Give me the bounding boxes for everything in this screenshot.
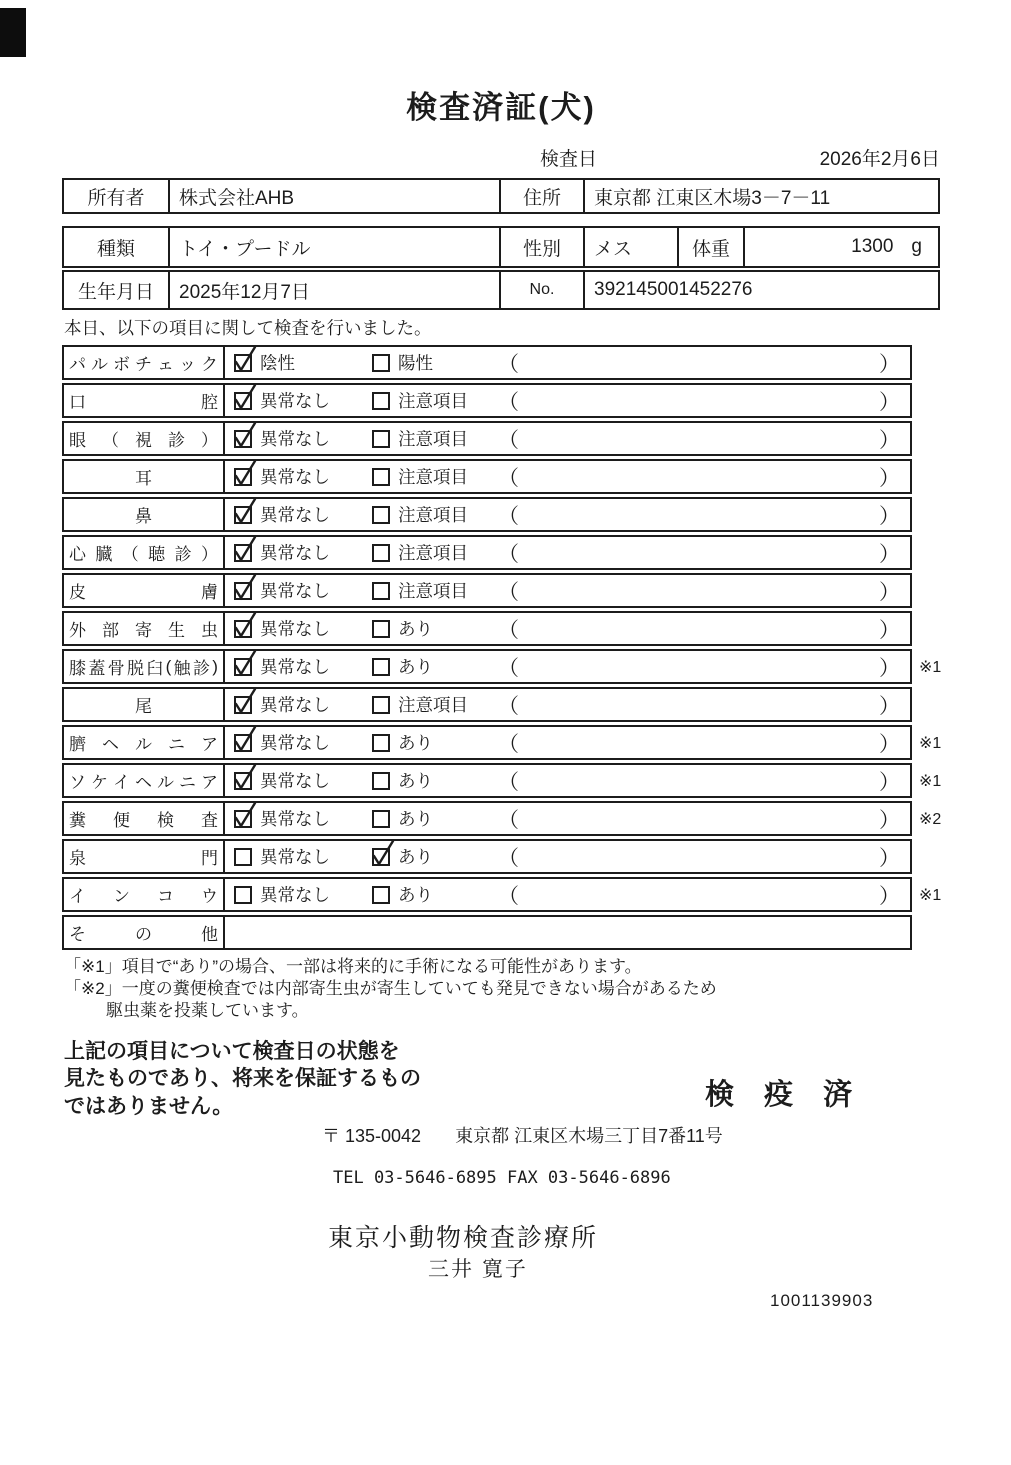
checklist-row [62, 535, 912, 570]
weight-unit: g [911, 236, 922, 257]
option-2 [372, 689, 468, 720]
checkmark-icon [232, 800, 259, 829]
unchecked-checkbox [372, 734, 390, 752]
checklist-options [225, 385, 910, 416]
clinic-tel-fax: TEL 03-5646-6895 FAX 03-5646-6896 [333, 1168, 671, 1188]
checklist-table [62, 345, 942, 953]
footnote-marker: ※1 [919, 886, 942, 904]
checklist-row [62, 345, 912, 380]
option-2 [372, 461, 468, 492]
checklist-options [225, 841, 910, 872]
paren-close: ） [879, 390, 900, 414]
footnote-marker: ※1 [919, 772, 942, 790]
option-1 [234, 613, 330, 644]
disclaimer-line-2: 見たものであり、将来を保証するもの [64, 1067, 421, 1091]
checkmark-icon [232, 458, 259, 487]
option-1-label: 異常なし [260, 391, 330, 411]
checked-checkbox [234, 430, 252, 448]
checkmark-icon [232, 610, 259, 639]
checkmark-icon [232, 648, 259, 677]
option-1-label: 異常なし [260, 581, 330, 601]
birthdate-label: 生年月日 [64, 272, 170, 308]
checklist-options [225, 727, 910, 758]
checklist-options [225, 765, 910, 796]
paren-open: （ [498, 846, 519, 870]
checklist-options [225, 803, 910, 834]
option-2 [372, 347, 433, 378]
checklist-item-label: 臍 ヘ ル ニ ア [64, 727, 225, 758]
option-1-label: 異常なし [260, 733, 330, 753]
option-2-label: 注意項目 [398, 543, 468, 563]
paren-open: （ [498, 352, 519, 376]
footnotes [64, 956, 717, 1022]
breed-label: 種類 [64, 228, 170, 266]
paren-open: （ [498, 656, 519, 680]
option-2 [372, 423, 468, 454]
checklist-row [62, 687, 912, 722]
paren-open: （ [498, 466, 519, 490]
paren-close: ） [879, 542, 900, 566]
checkmark-icon [232, 496, 259, 525]
paren-close: ） [879, 352, 900, 376]
unchecked-checkbox [372, 506, 390, 524]
paren-close: ） [879, 884, 900, 908]
checkmark-icon [232, 686, 259, 715]
address-label: 住所 [501, 180, 585, 212]
checked-checkbox [234, 392, 252, 410]
checked-checkbox [372, 848, 390, 866]
option-2 [372, 651, 433, 682]
clinic-address: 東京都 江東区木場三丁目7番11号 [455, 1126, 723, 1146]
clinic-name: 東京小動物検査診療所 [328, 1224, 599, 1252]
option-1 [234, 347, 295, 378]
option-2-label: あり [398, 809, 433, 829]
checklist-row [62, 725, 942, 760]
checklist-item-label: パ ル ボ チ ェ ッ ク [64, 347, 225, 378]
checkmark-icon [232, 344, 259, 373]
option-1-label: 異常なし [260, 657, 330, 677]
checklist-row [62, 573, 912, 608]
option-1 [234, 499, 330, 530]
serial-number: 1001139903 [770, 1291, 874, 1310]
unchecked-checkbox [372, 430, 390, 448]
unchecked-checkbox [372, 544, 390, 562]
checkmark-icon [232, 534, 259, 563]
checkmark-icon [232, 724, 259, 753]
inspection-date-row [540, 144, 940, 171]
owner-value: 株式会社AHB [170, 180, 501, 212]
scan-artifact-mark [0, 8, 26, 57]
checklist-row [62, 383, 912, 418]
checklist-options [225, 917, 910, 948]
option-2-label: 注意項目 [398, 695, 468, 715]
option-2 [372, 841, 433, 872]
checklist-options [225, 461, 910, 492]
option-2-label: 陽性 [398, 353, 433, 373]
option-2-label: 注意項目 [398, 505, 468, 525]
checked-checkbox [234, 810, 252, 828]
checklist-row [62, 763, 942, 798]
weight-label: 体重 [679, 228, 745, 266]
paren-close: ） [879, 732, 900, 756]
checked-checkbox [234, 696, 252, 714]
birthdate-value: 2025年12月7日 [170, 272, 501, 308]
checked-checkbox [234, 582, 252, 600]
option-2-label: あり [398, 657, 433, 677]
checked-checkbox [234, 544, 252, 562]
unchecked-checkbox [372, 658, 390, 676]
checkmark-icon [232, 420, 259, 449]
paren-open: （ [498, 884, 519, 908]
option-2-label: あり [398, 619, 433, 639]
option-2 [372, 613, 433, 644]
checklist-item-label: 耳 [64, 461, 225, 492]
checklist-row [62, 801, 942, 836]
checklist-row [62, 611, 912, 646]
option-1-label: 異常なし [260, 543, 330, 563]
intro-text: 本日、以下の項目に関して検査を行いました。 [64, 318, 432, 338]
checklist-item-label: 尾 [64, 689, 225, 720]
unchecked-checkbox [372, 468, 390, 486]
option-2 [372, 803, 433, 834]
checklist-item-label: 鼻 [64, 499, 225, 530]
checkmark-icon [232, 382, 259, 411]
footnote-marker: ※1 [919, 734, 942, 752]
option-2-label: あり [398, 885, 433, 905]
paren-close: ） [879, 428, 900, 452]
checked-checkbox [234, 658, 252, 676]
option-2-label: あり [398, 847, 433, 867]
breed-value: トイ・プードル [170, 228, 501, 266]
checklist-item-label: 皮 膚 [64, 575, 225, 606]
clinic-postal-code: 〒 135-0042 [322, 1126, 422, 1146]
option-1 [234, 879, 330, 910]
footnote-2b: 駆虫薬を投薬しています。 [106, 1001, 309, 1021]
checklist-options [225, 689, 910, 720]
paren-open: （ [498, 390, 519, 414]
option-2 [372, 537, 468, 568]
paren-open: （ [498, 808, 519, 832]
paren-open: （ [498, 732, 519, 756]
option-1-label: 異常なし [260, 505, 330, 525]
checklist-item-label: 泉 門 [64, 841, 225, 872]
option-2-label: あり [398, 733, 433, 753]
option-1-label: 陰性 [260, 353, 295, 373]
paren-open: （ [498, 428, 519, 452]
checklist-row [62, 915, 912, 950]
checklist-row [62, 421, 912, 456]
footnote-marker: ※1 [919, 658, 942, 676]
checklist-row [62, 839, 912, 874]
unchecked-checkbox [372, 620, 390, 638]
clinic-address-line [322, 1122, 723, 1148]
option-1 [234, 575, 330, 606]
checklist-item-label: イ ン コ ウ [64, 879, 225, 910]
option-2 [372, 385, 468, 416]
footnote-marker: ※2 [919, 810, 942, 828]
checkmark-icon [370, 838, 397, 867]
option-1 [234, 803, 330, 834]
number-value: 392145001452276 [594, 279, 753, 300]
paren-close: ） [879, 770, 900, 794]
sex-value: メス [585, 228, 679, 266]
option-1 [234, 841, 330, 872]
number-label: No. [501, 272, 585, 308]
checklist-item-label: そ の 他 [64, 917, 225, 948]
weight-value: 1300 [851, 236, 894, 257]
owner-label: 所有者 [64, 180, 170, 212]
option-1-label: 異常なし [260, 429, 330, 449]
option-2 [372, 879, 433, 910]
checked-checkbox [234, 734, 252, 752]
option-2 [372, 727, 433, 758]
paren-close: ） [879, 694, 900, 718]
unchecked-checkbox [372, 392, 390, 410]
paren-close: ） [879, 504, 900, 528]
weight-value-cell [745, 228, 938, 266]
unchecked-checkbox [234, 886, 252, 904]
quarantine-stamp: 検 疫 済 [705, 1079, 864, 1111]
checklist-options [225, 651, 910, 682]
paren-close: ） [879, 846, 900, 870]
checklist-row [62, 497, 912, 532]
option-1 [234, 423, 330, 454]
option-2-label: 注意項目 [398, 391, 468, 411]
paren-open: （ [498, 770, 519, 794]
option-1-label: 異常なし [260, 619, 330, 639]
checked-checkbox [234, 620, 252, 638]
option-1-label: 異常なし [260, 809, 330, 829]
breed-info-box [62, 226, 940, 268]
option-1-label: 異常なし [260, 467, 330, 487]
birth-info-box [62, 270, 940, 310]
checklist-options [225, 613, 910, 644]
paren-open: （ [498, 580, 519, 604]
option-2-label: 注意項目 [398, 429, 468, 449]
sex-label: 性別 [501, 228, 585, 266]
checkmark-icon [232, 572, 259, 601]
option-2-label: 注意項目 [398, 467, 468, 487]
checklist-item-label: 外 部 寄 生 虫 [64, 613, 225, 644]
paren-open: （ [498, 504, 519, 528]
unchecked-checkbox [372, 772, 390, 790]
address-value: 東京都 江東区木場3－7－11 [594, 187, 831, 209]
page-title: 検査済証(犬) [406, 90, 596, 125]
checkmark-icon [232, 762, 259, 791]
checked-checkbox [234, 354, 252, 372]
option-1 [234, 651, 330, 682]
option-1 [234, 689, 330, 720]
checklist-options [225, 347, 910, 378]
checklist-item-label: 糞 便 検 査 [64, 803, 225, 834]
paren-open: （ [498, 694, 519, 718]
disclaimer-line-1: 上記の項目について検査日の状態を [64, 1040, 400, 1063]
paren-close: ） [879, 466, 900, 490]
checklist-row [62, 877, 942, 912]
option-1-label: 異常なし [260, 771, 330, 791]
paren-close: ） [879, 808, 900, 832]
inspection-date-value: 2026年2月6日 [819, 149, 940, 170]
option-2-label: 注意項目 [398, 581, 468, 601]
inspection-date-label: 検査日 [540, 149, 598, 170]
checklist-item-label: ソ ケ イ ヘ ル ニ ア [64, 765, 225, 796]
checklist-item-label: 心 臓 （ 聴 診 ） [64, 537, 225, 568]
paren-open: （ [498, 618, 519, 642]
veterinarian-name: 三井 寛子 [428, 1258, 528, 1281]
option-2-label: あり [398, 771, 433, 791]
checklist-options [225, 879, 910, 910]
checklist-item-label: 口 腔 [64, 385, 225, 416]
checklist-options [225, 537, 910, 568]
checklist-row [62, 459, 912, 494]
footnote-1: 「※1」項目で“あり”の場合、一部は将来的に手術になる可能性があります。 [64, 957, 642, 976]
unchecked-checkbox [372, 886, 390, 904]
checklist-options [225, 575, 910, 606]
checklist-row [62, 649, 942, 684]
paren-close: ） [879, 656, 900, 680]
paren-close: ） [879, 580, 900, 604]
option-2 [372, 575, 468, 606]
unchecked-checkbox [372, 696, 390, 714]
checklist-item-label: 膝 蓋 骨 脱 臼 ( 触 診 ) [64, 651, 225, 682]
option-1 [234, 461, 330, 492]
disclaimer-line-3: ではありません。 [64, 1094, 234, 1118]
option-1-label: 異常なし [260, 695, 330, 715]
checklist-options [225, 499, 910, 530]
option-2 [372, 499, 468, 530]
option-1-label: 異常なし [260, 885, 330, 905]
checklist-item-label: 眼 （ 視 診 ） [64, 423, 225, 454]
checked-checkbox [234, 506, 252, 524]
paren-open: （ [498, 542, 519, 566]
checked-checkbox [234, 772, 252, 790]
disclaimer-text [64, 1038, 421, 1120]
unchecked-checkbox [372, 810, 390, 828]
owner-info-box [62, 178, 940, 214]
paren-close: ） [879, 618, 900, 642]
option-1-label: 異常なし [260, 847, 330, 867]
option-1 [234, 385, 330, 416]
checked-checkbox [234, 468, 252, 486]
option-1 [234, 765, 330, 796]
footnote-2: 「※2」一度の糞便検査では内部寄生虫が寄生していても発見できない場合があるため [64, 979, 717, 999]
option-1 [234, 537, 330, 568]
option-1 [234, 727, 330, 758]
unchecked-checkbox [234, 848, 252, 866]
unchecked-checkbox [372, 354, 390, 372]
unchecked-checkbox [372, 582, 390, 600]
option-2 [372, 765, 433, 796]
checklist-options [225, 423, 910, 454]
